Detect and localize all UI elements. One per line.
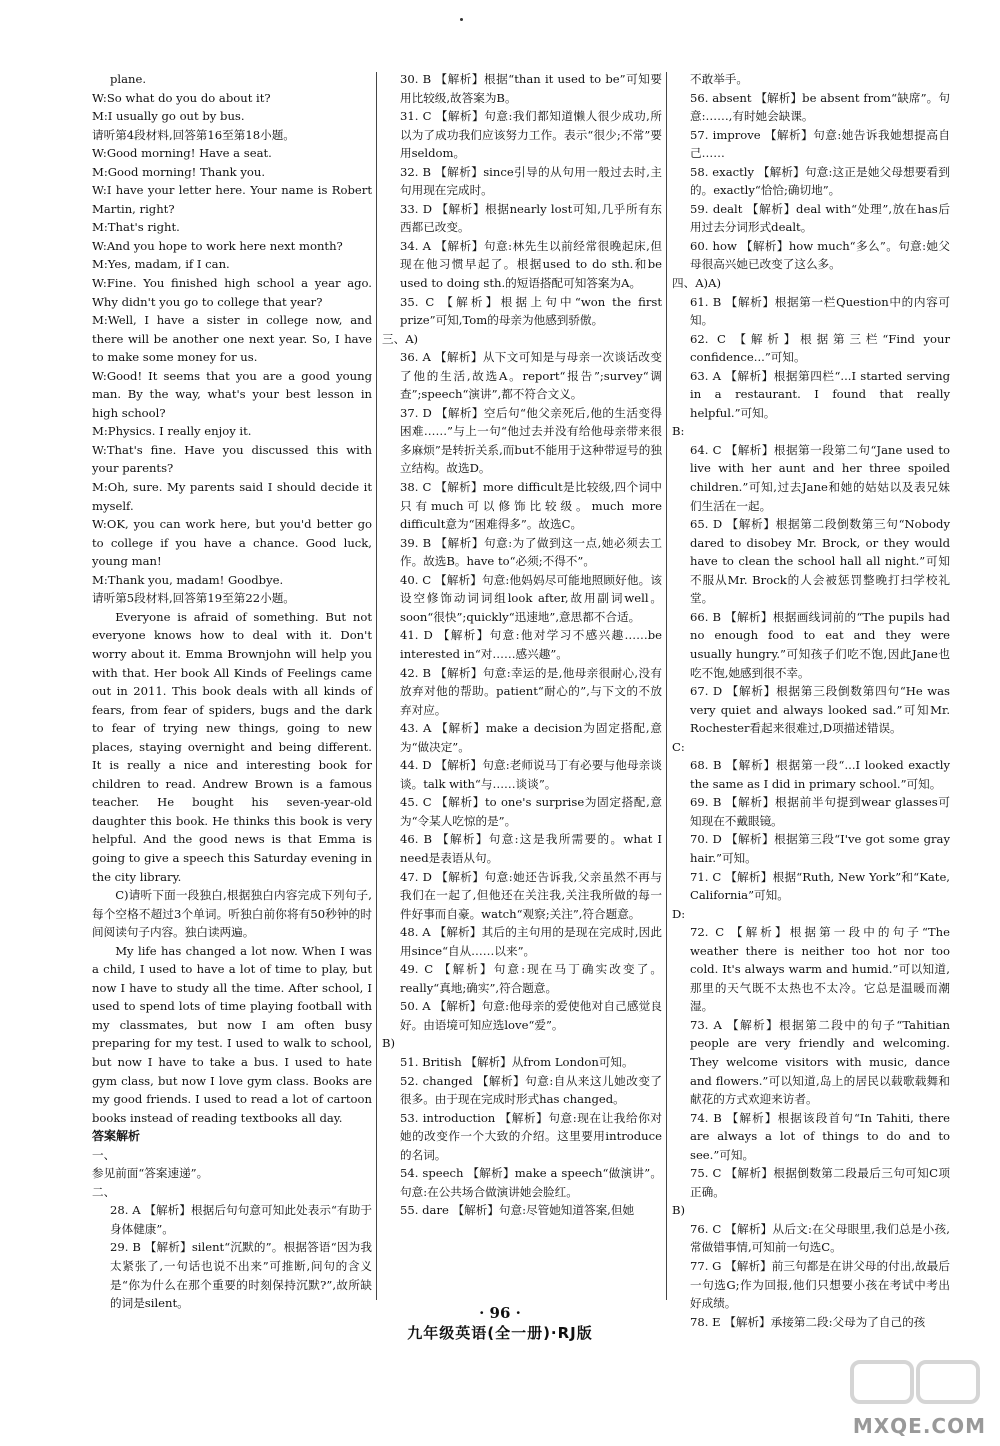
column-divider-1 [376,72,377,1300]
text-line: C)请听下面一段独白,根据独白内容完成下列句子,每个空格不超过3个单词。听独白前你将有50秒钟的时间阅读句子内容。独白读两遍。 [92,888,372,940]
text-line: plane. [110,72,147,86]
text-line: 二、 [92,1184,116,1199]
text-line: 57. improve 【解析】句意:她告诉我她想提高自己…… [690,127,950,161]
top-dot [460,18,463,21]
text-line: 63. A 【解析】根据第四栏“...I started serving in a restaurant. I found that really helpful.”可知。 [690,368,950,420]
text-line: 60. how 【解析】how much“多么”。句意:她父母很高兴她已改变了这么多。 [690,238,950,272]
watermark-text: MXQE.COM [852,1414,986,1439]
text-line: W:Fine. You finished high school a year ago. Why didn't you go to college that year? [92,276,372,309]
text-line: 74. B 【解析】根据该段首句“In Tahiti, there are always a lot of things to do and to see.”可知。 [690,1110,950,1162]
text-line: 56. absent 【解析】be absent from“缺席”。句意:……,有时她会缺课。 [690,90,950,124]
text-line: W:I have your letter here. Your name is Robert Martin, right? [92,183,372,216]
text-line: 68. B 【解析】根据第一段“...I looked exactly the same as I did in primary school.”可知。 [690,758,950,791]
text-line: 36. A 【解析】从下文可知是与母亲一次谈话改变了他的生活,故选A。report“报告”;survey“调查”;speech“演讲”,都不符合文义。 [400,350,662,402]
text-line: 69. B 【解析】根据前半句提到wear glasses可知现在不戴眼镜。 [690,795,950,828]
text-line: W:That's fine. Have you discussed this with your parents? [92,442,372,476]
text-line: 76. C 【解析】从后文:在父母眼里,我们总是小孩,常做错事情,可知前一句选C。 [690,1221,950,1255]
text-line: 29. B 【解析】silent“沉默的”。根据答语“因为我太紧张了,一句话也说不出来”可推断,问句的含义是“你为什么在那个重要的时刻保持沉默?”,故所缺的词是silent。 [110,1240,372,1311]
text-line: M:I usually go out by bus. [92,109,245,124]
text-line: B: [672,424,685,439]
text-line: 73. A 【解析】根据第二段中的句子“Tahitian people are very friendly and welcoming. They welcome visitors with music, dance and flowers.”可以知道,岛上的居民以载歌载舞和献花的方式欢迎来访者。 [690,1017,950,1107]
text-line: M:Thank you, madam! Goodbye. [92,572,284,587]
text-line: 30. B 【解析】根据“than it used to be”可知要用比较级,故答案为B。 [400,72,662,105]
text-line: 28. A 【解析】根据后句句意可知此处表示“有助于身体健康”。 [110,1203,372,1236]
text-line: 参见前面“答案速递”。 [92,1166,209,1181]
text-line: M:Physics. I really enjoy it. [92,424,252,439]
text-line: 51. British 【解析】从from London可知。 [400,1054,634,1069]
text-line: 75. C 【解析】根据倒数第二段最后三句可知C项正确。 [690,1166,950,1199]
book-title: 九年级英语(全一册)·RJ版 [407,1324,593,1342]
text-line: 35. C 【解析】根据上句中“won the first prize”可知,Tom的母亲为他感到骄傲。 [400,294,662,328]
text-line: 67. D 【解析】根据第三段倒数第四句“He was very quiet and always looked sad.”可知Mr. Rochester看起来很难过,D项描述错误。 [690,684,950,736]
text-line: 三、A) [382,331,419,346]
text-line: M:Good morning! Thank you. [92,164,266,179]
text-line: 46. B 【解析】句意:这是我所需要的。what I need是表语从句。 [400,832,662,865]
column-1 [92,70,372,1313]
column-divider-2 [666,72,667,1300]
text-line: 47. D 【解析】句意:她还告诉我,父亲虽然不再与我们在一起了,但他还在关注我,关注我所做的每一件好事而自豪。watch“观察;关注”,符合题意。 [400,869,662,921]
text-line: 52. changed 【解析】句意:自从来这儿她改变了很多。由于现在完成时形式has changed。 [400,1073,662,1107]
section-heading: 答案解析 [92,1129,141,1144]
text-line: M:Yes, madam, if I can. [92,257,230,272]
text-line: My life has changed a lot now. When I was a child, I used to have a lot of time to play, but now I have to study all the time. After school, I used to spend lots of time playing football with my classmates, but now I am often busy preparing for my test. I used to walk to school, but now I have to take a bus. I used to hate gym class, but now I love gym class. Books are my good friends. I used to read a lot of cartoon books instead of reading textbooks all day. [92,943,372,1125]
text-line: W:OK, you can work here, but you'd better go to college if you have a chance. Good luck, young man! [92,517,372,569]
text-line: 不敢举手。 [690,72,748,86]
text-line: 77. G 【解析】前三句都是在讲父母的付出,故最后一句选G;作为回报,他们只想要小孩在考试中考出好成绩。 [690,1259,950,1311]
page-number: · 96 · [479,1304,521,1322]
text-line: 33. D 【解析】根据nearly lost可知,几乎所有东西都已改变。 [400,201,662,235]
text-line: 请听第5段材料,回答第19至第22小题。 [92,591,295,606]
text-line: 65. D 【解析】根据第二段倒数第三句“Nobody dared to disobey Mr. Brock, or they would have to clean the school hall all night.”可知不服从Mr. Brock的人会被惩罚整晚打扫学校礼堂。 [690,517,950,606]
text-line: 70. D 【解析】根据第三段“I've got some gray hair.”可知。 [690,832,950,865]
column-3 [672,70,950,1331]
text-line: W:Good morning! Have a seat. [92,146,272,161]
text-line: 78. E 【解析】承接第二段:父母为了自己的孩 [690,1314,926,1329]
text-line: 43. A 【解析】make a decision为固定搭配,意为“做决定”。 [400,721,662,754]
text-line: 42. B 【解析】句意:幸运的是,他母亲很耐心,没有放弃对他的帮助。patient“耐心的”,与下文的不放弃对应。 [400,665,662,717]
text-line: 64. C 【解析】根据第一段第二句“Jane used to live with her aunt and her three spoiled children.”可知,过去Jane和她的姑姑以及表兄妹们生活在一起。 [690,442,950,513]
text-line: C: [672,739,685,754]
text-line: W:Good! It seems that you are a good young man. By the way, what's your best lesson in high school? [92,368,372,420]
text-line: 72. C 【解析】根据第一段中的句子“The weather there is neither too hot nor too cold. It's always warm and humid.”可以知道,那里的天气既不太热也不太冷。它总是温暖而潮湿。 [690,925,950,1014]
text-line: 62. C 【解析】根据第三栏“Find your confidence...”可知。 [690,331,950,365]
text-line: W:And you hope to work here next month? [92,238,343,253]
text-line: 61. B 【解析】根据第一栏Question中的内容可知。 [690,294,950,328]
text-line: 一、 [92,1147,116,1162]
text-line: 48. A 【解析】其后的主句用的是现在完成时,因此用since“自从……以来”。 [400,925,662,958]
text-line: 45. C 【解析】to one's surprise为固定搭配,意为“令某人吃惊的是”。 [400,795,662,828]
text-line: 55. dare 【解析】句意:尽管她知道答案,但她 [400,1203,635,1218]
text-line: 50. A 【解析】句意:他母亲的爱使他对自己感觉良好。由语境可知应选love“爱”。 [400,999,662,1032]
text-line: 59. dealt 【解析】deal with“处理”,放在has后用过去分词形式dealt。 [690,201,950,235]
text-line: 34. A 【解析】句意:林先生以前经常很晚起床,但现在他习惯早起了。根据used to do sth.和be used to doing sth.的短语搭配可知答案为A。 [400,238,662,291]
text-line: D: [672,906,686,921]
text-line: 32. B 【解析】since引导的从句用一般过去时,主句用现在完成时。 [400,164,662,198]
text-line: 38. C 【解析】more difficult是比较级,四个词中只有much可以修饰比较级。much more difficult意为“困难得多”。故选C。 [400,480,662,532]
text-line: 71. C 【解析】根据“Ruth, New York”和“Kate, California”可知。 [690,869,950,903]
text-line: 49. C 【解析】句意:现在马丁确实改变了。really“真地;确实”,符合题意。 [400,962,662,995]
text-line: M:Well, I have a sister in college now, and there will be another one next year. So, I have to make some money for us. [92,313,372,365]
text-line: 44. D 【解析】句意:老师说马丁有必要与他母亲谈谈。talk with“与……谈谈”。 [400,758,662,791]
text-line: 39. B 【解析】句意:为了做到这一点,她必须去工作。故选B。have to“必须;不得不”。 [400,535,662,569]
text-line: 41. D 【解析】句意:他对学习不感兴趣……be interested in“对……感兴趣”。 [400,628,662,661]
text-line: B) [672,1203,686,1218]
text-line: 53. introduction 【解析】句意:现在让我给你对她的改变作一个大致的介绍。这里要用introduce的名词。 [400,1110,662,1162]
text-line: 54. speech 【解析】make a speech“做演讲”。句意:在公共场合做演讲她会脸红。 [400,1166,662,1199]
text-line: 37. D 【解析】空后句“他父亲死后,他的生活变得困难……”与上一句“他过去并没有给他母亲带来很多麻烦”是转折关系,而but不能用于这种带逗号的独立结构。故选D。 [400,405,662,476]
text-line: 40. C 【解析】句意:他妈妈尽可能地照顾好他。该设空修饰动词词组look after,故用副词well。soon“很快”;quickly“迅速地”,意思都不合适。 [400,572,662,624]
text-line: 四、A)A) [672,276,721,291]
text-line: 58. exactly 【解析】句意:这正是她父母想要看到的。exactly“恰恰;确切地”。 [690,164,950,198]
text-line: 请听第4段材料,回答第16至第18小题。 [92,127,295,142]
text-line: Everyone is afraid of something. But not everyone knows how to deal with it. Don't worry about it. Emma Brownjohn will help you with that. Her book All Kinds of Feelings came out in 2011. This book deals with all kinds of fears, from fear of spiders, bugs and the dark to fear of trying new things, going to new places, staying overnight and being different. It is really a nice and interesting book for children to read. Andrew Brown is a famous teacher. He bought his seven-year-old daughter this book. He thinks this book is very helpful. And the good news is that Emma is going to give a speech this Saturday evening in the city library. [92,609,372,884]
text-line: 66. B 【解析】根据画线词前的“The pupils had no enough food to eat and they were usually hungry.”可知孩子们吃不饱,因此Jane也吃不饱,她感到很不幸。 [690,609,950,680]
text-line: M:Oh, sure. My parents said I should decide it myself. [92,480,372,513]
text-line: W:So what do you do about it? [92,90,271,105]
column-2 [382,70,662,1220]
text-line: B) [382,1036,396,1051]
text-line: M:That's right. [92,220,180,235]
text-line: 31. C 【解析】句意:我们都知道懒人很少成功,所以为了成功我们应该努力工作。表示“很少;不常”要用seldom。 [400,109,662,161]
